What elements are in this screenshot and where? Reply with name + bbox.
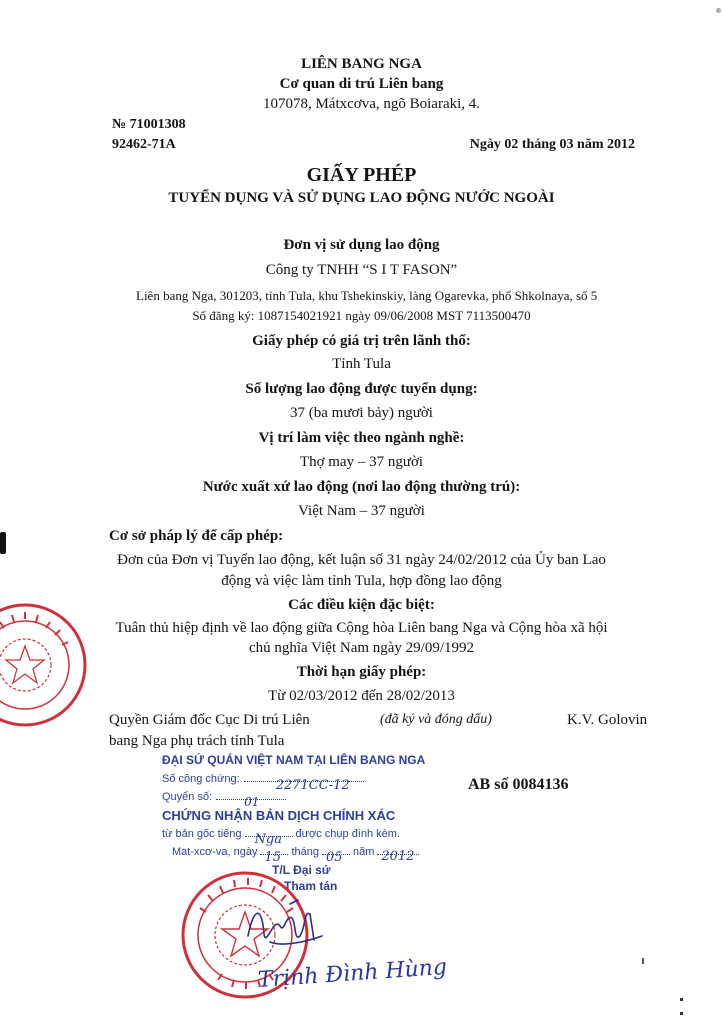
employer-address: Liên bang Nga, 301203, tỉnh Tula, khu Tshekinskiy, làng Ogarevka, phố Shkolnaya, số 5: [136, 288, 598, 303]
source-language-suffix: được chụp đính kèm.: [295, 828, 400, 840]
embassy-stamp-title: ĐẠI SỨ QUÁN VIỆT NAM TẠI LIÊN BANG NGA: [162, 753, 426, 767]
document-subtitle: TUYỂN DỤNG VÀ SỬ DỤNG LAO ĐỘNG NƯỚC NGOÀI: [168, 190, 555, 206]
cert-number-line: [162, 773, 364, 793]
book-number-value: 01: [244, 795, 260, 809]
issue-year-label: năm: [353, 846, 375, 858]
book-number-label: Quyển số:: [162, 791, 213, 803]
document-number: № 71001308: [112, 117, 186, 132]
cert-number-label: Số công chứng:: [162, 773, 240, 785]
scan-artifact-dot-2: [680, 998, 683, 1001]
document-title: GIẤY PHÉP: [306, 164, 417, 186]
position-heading: Vị trí làm việc theo ngành nghề:: [258, 430, 465, 446]
document-code: 92462-71A: [112, 137, 176, 152]
legal-basis-line-1: Đơn của Đơn vị Tuyển lao động, kết luận số 31 ngày 24/02/2012 của Ủy ban Lao: [117, 552, 606, 568]
serial-number: AB số 0084136: [468, 776, 569, 793]
issue-month-label: tháng: [291, 846, 319, 858]
position-value: Thợ may – 37 người: [299, 454, 424, 470]
issue-year: 2012: [381, 849, 415, 864]
scan-artifact-dot-3: [680, 1012, 683, 1015]
cert-title: CHỨNG NHẬN BẢN DỊCH CHÍNH XÁC: [162, 808, 396, 823]
book-number-line: [162, 791, 286, 809]
origin-value: Việt Nam – 37 người: [298, 503, 425, 519]
special-conditions-line-1: Tuân thủ hiệp định về lao động giữa Cộng hòa Liên bang Nga và Cộng hòa xã hội: [115, 620, 608, 636]
document-date: Ngày 02 tháng 03 năm 2012: [469, 137, 635, 152]
counsellor-role: Tham tán: [284, 879, 338, 893]
territory-heading: Giấy phép có giá trị trên lãnh thổ:: [252, 333, 471, 349]
issue-date-prefix: Mat-xcơ-va, ngày: [172, 846, 258, 858]
scan-artifact-dot-4: [716, 8, 721, 13]
quota-value: 37 (ba mươi bảy) người: [290, 405, 433, 421]
validity-value: Từ 02/03/2012 đến 28/02/2013: [268, 688, 455, 704]
legal-basis-line-2: động và việc làm tỉnh Tula, hợp đồng lao động: [221, 573, 502, 589]
header-address: 107078, Mátxcơva, ngõ Boiaraki, 4.: [262, 96, 481, 112]
header-country: LIÊN BANG NGA: [301, 56, 422, 72]
signature-note: (đã ký và đóng dấu): [380, 712, 492, 727]
header-agency: Cơ quan di trú Liên bang: [279, 76, 444, 92]
issue-month: 05: [326, 850, 343, 865]
special-conditions-line-2: chủ nghĩa Việt Nam ngày 29/09/1992: [248, 640, 475, 656]
source-language-prefix: từ bản gốc tiếng: [162, 828, 242, 840]
employer-registration: Số đăng ký: 1087154021921 ngày 09/06/2008 MST 7113500470: [192, 308, 531, 323]
validity-heading: Thời hạn giấy phép:: [296, 664, 427, 680]
cert-number-value: 2271CC-12: [275, 778, 350, 793]
issue-day: 15: [264, 850, 282, 865]
territory-value: Tỉnh Tula: [332, 356, 391, 372]
special-conditions-heading: Các điều kiện đặc biệt:: [288, 597, 435, 613]
source-language-line: [162, 828, 400, 847]
source-language-value: Nga: [254, 832, 282, 847]
scan-artifact-dot-1: [642, 958, 644, 964]
employer-heading: Đơn vị sử dụng lao động: [283, 237, 440, 253]
seal-left: [0, 600, 90, 730]
signatory-name: K.V. Golovin: [567, 712, 648, 728]
scan-artifact-left: [0, 532, 6, 554]
employer-name: Công ty TNHH “S I T FASON”: [265, 262, 458, 278]
signature-scribble: [240, 896, 330, 956]
quota-heading: Số lượng lao động được tuyển dụng:: [245, 381, 478, 397]
issue-date-line: [172, 846, 419, 865]
legal-basis-heading: Cơ sở pháp lý để cấp phép:: [109, 528, 284, 544]
signatory-title-line-1: Quyền Giám đốc Cục Di trú Liên: [109, 712, 310, 728]
origin-heading: Nước xuất xứ lao động (nơi lao động thường trú):: [202, 479, 521, 495]
signer-name: Trịnh Đình Hùng: [257, 954, 448, 993]
tl-ambassador: T/L Đại sứ: [272, 863, 331, 877]
signatory-title-line-2: bang Nga phụ trách tỉnh Tula: [109, 733, 285, 749]
